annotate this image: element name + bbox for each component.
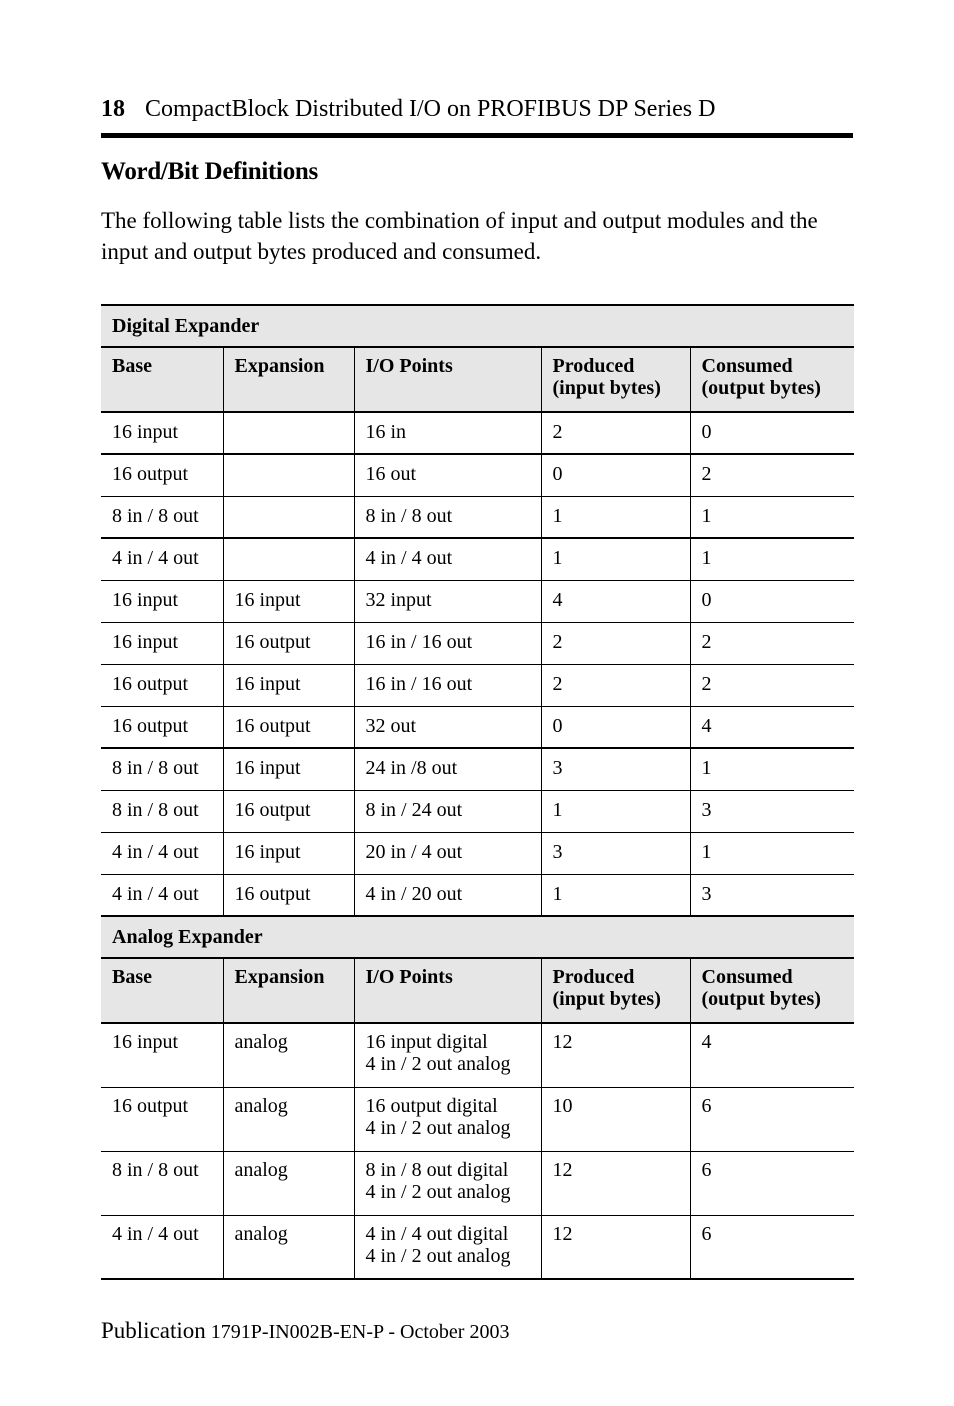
- table-row: [101, 412, 854, 454]
- table-cell: 0: [541, 454, 690, 496]
- table-cell: 16 output: [223, 874, 354, 916]
- table-cell: 1: [541, 874, 690, 916]
- table-cell: 16 output: [101, 454, 223, 496]
- publication-number: 1791P-IN002B-EN-P - October 2003: [210, 1321, 510, 1343]
- table-cell: 16 input: [101, 622, 223, 664]
- table-cell: 2: [541, 412, 690, 454]
- table-cell: 12: [541, 1215, 690, 1279]
- analog-section-title: Analog Expander: [101, 916, 854, 958]
- table-cell: 16 input: [101, 1023, 223, 1087]
- table-row: [101, 580, 854, 622]
- table-body: [101, 305, 854, 1279]
- table-cell: [223, 412, 354, 454]
- table-row: [101, 538, 854, 580]
- table-cell: 3: [541, 748, 690, 790]
- column-header: I/O Points: [354, 347, 541, 412]
- table-row: [101, 790, 854, 832]
- header-rule: [101, 133, 853, 138]
- table-cell: 8 in / 8 out: [101, 496, 223, 538]
- column-header: Expansion: [223, 958, 354, 1023]
- table-cell: [223, 496, 354, 538]
- table-cell: [223, 454, 354, 496]
- table-cell: 0: [690, 412, 854, 454]
- table-cell: 16 input: [223, 748, 354, 790]
- table-cell: 4: [541, 580, 690, 622]
- table-row: [101, 748, 854, 790]
- column-header: Base: [101, 347, 223, 412]
- table-row: [101, 622, 854, 664]
- table-cell: 2: [541, 622, 690, 664]
- table-cell: 16 output digital 4 in / 2 out analog: [354, 1087, 541, 1151]
- table-cell: 8 in / 8 out: [101, 1151, 223, 1215]
- table-cell: 4 in / 20 out: [354, 874, 541, 916]
- table-cell: 16 output: [223, 622, 354, 664]
- table-cell: 1: [690, 748, 854, 790]
- table-cell: 4 in / 4 out: [101, 538, 223, 580]
- table-cell: 4 in / 4 out: [101, 832, 223, 874]
- page-header: [101, 93, 853, 125]
- table-cell: 0: [541, 706, 690, 748]
- digital-section-row: [101, 305, 854, 347]
- table-row: [101, 1023, 854, 1087]
- table-cell: analog: [223, 1087, 354, 1151]
- table-cell: 4 in / 4 out: [101, 1215, 223, 1279]
- io-combination-table: [101, 304, 854, 1280]
- table-cell: 2: [690, 454, 854, 496]
- table-cell: 8 in / 8 out digital 4 in / 2 out analog: [354, 1151, 541, 1215]
- table-cell: 2: [690, 622, 854, 664]
- table-cell: 6: [690, 1087, 854, 1151]
- table-cell: 16 input: [223, 664, 354, 706]
- digital-header-row: [101, 347, 854, 412]
- table-cell: 32 out: [354, 706, 541, 748]
- table-row: [101, 1151, 854, 1215]
- document-title: CompactBlock Distributed I/O on PROFIBUS DP Series D: [145, 96, 716, 122]
- table-cell: 16 output: [101, 664, 223, 706]
- table-cell: 12: [541, 1023, 690, 1087]
- table-cell: 4 in / 4 out: [101, 874, 223, 916]
- table-cell: 32 input: [354, 580, 541, 622]
- table-cell: [223, 538, 354, 580]
- table-cell: 1: [690, 496, 854, 538]
- table-cell: 2: [690, 664, 854, 706]
- table-cell: 16 input: [101, 412, 223, 454]
- table-cell: 16 in / 16 out: [354, 664, 541, 706]
- table-cell: 0: [690, 580, 854, 622]
- table-cell: 16 output: [223, 790, 354, 832]
- table-cell: 16 output: [101, 1087, 223, 1151]
- table-cell: 16 in: [354, 412, 541, 454]
- intro-paragraph: The following table lists the combination of input and output modules and the input and output bytes produced and consumed.: [101, 208, 818, 264]
- table-cell: 20 in / 4 out: [354, 832, 541, 874]
- page-footer: [101, 1318, 509, 1344]
- table-cell: 8 in / 8 out: [101, 748, 223, 790]
- section-title: Word/Bit Definitions: [101, 158, 318, 185]
- table-cell: 16 input: [223, 580, 354, 622]
- table-cell: 16 input: [223, 832, 354, 874]
- table-cell: 1: [690, 832, 854, 874]
- table-cell: 16 out: [354, 454, 541, 496]
- table-row: [101, 706, 854, 748]
- table-cell: 8 in / 8 out: [354, 496, 541, 538]
- table-cell: 8 in / 24 out: [354, 790, 541, 832]
- column-header: Consumed (output bytes): [690, 347, 854, 412]
- column-header: Consumed (output bytes): [690, 958, 854, 1023]
- table-cell: 4 in / 4 out digital 4 in / 2 out analog: [354, 1215, 541, 1279]
- column-header: I/O Points: [354, 958, 541, 1023]
- table-cell: 1: [690, 538, 854, 580]
- table-cell: 3: [541, 832, 690, 874]
- table-cell: analog: [223, 1215, 354, 1279]
- column-header: Produced (input bytes): [541, 347, 690, 412]
- table-cell: 16 input digital 4 in / 2 out analog: [354, 1023, 541, 1087]
- table-cell: 6: [690, 1215, 854, 1279]
- table-cell: 16 output: [223, 706, 354, 748]
- table-cell: 16 input: [101, 580, 223, 622]
- table-cell: 2: [541, 664, 690, 706]
- column-header: Expansion: [223, 347, 354, 412]
- table-row: [101, 1087, 854, 1151]
- table-row: [101, 832, 854, 874]
- table-cell: 16 in / 16 out: [354, 622, 541, 664]
- table-row: [101, 454, 854, 496]
- table-row: [101, 874, 854, 916]
- table-cell: analog: [223, 1023, 354, 1087]
- table-cell: 3: [690, 874, 854, 916]
- table-cell: 1: [541, 496, 690, 538]
- table-row: [101, 1215, 854, 1279]
- table-cell: 1: [541, 790, 690, 832]
- table-cell: 10: [541, 1087, 690, 1151]
- table-cell: 8 in / 8 out: [101, 790, 223, 832]
- column-header: Produced (input bytes): [541, 958, 690, 1023]
- analog-header-row: [101, 958, 854, 1023]
- publication-label: Publication: [101, 1318, 206, 1343]
- column-header: Base: [101, 958, 223, 1023]
- table-cell: 3: [690, 790, 854, 832]
- page-number: 18: [101, 96, 125, 122]
- table-cell: 16 output: [101, 706, 223, 748]
- table-cell: 4 in / 4 out: [354, 538, 541, 580]
- table-cell: 4: [690, 706, 854, 748]
- table-cell: analog: [223, 1151, 354, 1215]
- table-cell: 4: [690, 1023, 854, 1087]
- table-cell: 24 in /8 out: [354, 748, 541, 790]
- analog-section-row: [101, 916, 854, 958]
- table-cell: 1: [541, 538, 690, 580]
- table-row: [101, 664, 854, 706]
- table-cell: 12: [541, 1151, 690, 1215]
- table-cell: 6: [690, 1151, 854, 1215]
- table-row: [101, 496, 854, 538]
- digital-section-title: Digital Expander: [101, 305, 854, 347]
